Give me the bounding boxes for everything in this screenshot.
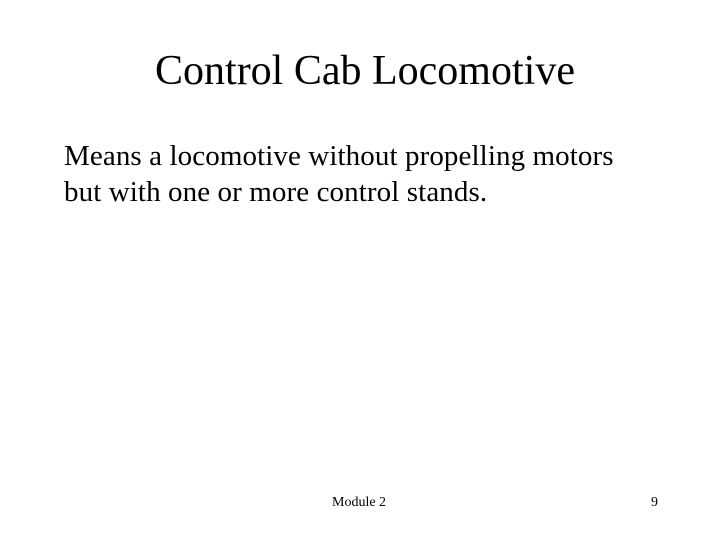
body-text-line: but with one or more control stands. <box>64 176 488 208</box>
slide-body <box>64 138 704 210</box>
footer-module-label: Module 2 <box>332 495 387 510</box>
slide-title: Control Cab Locomotive <box>155 48 575 94</box>
page-number: 9 <box>651 495 658 510</box>
body-text-line: Means a locomotive without propelling motors <box>64 140 614 172</box>
